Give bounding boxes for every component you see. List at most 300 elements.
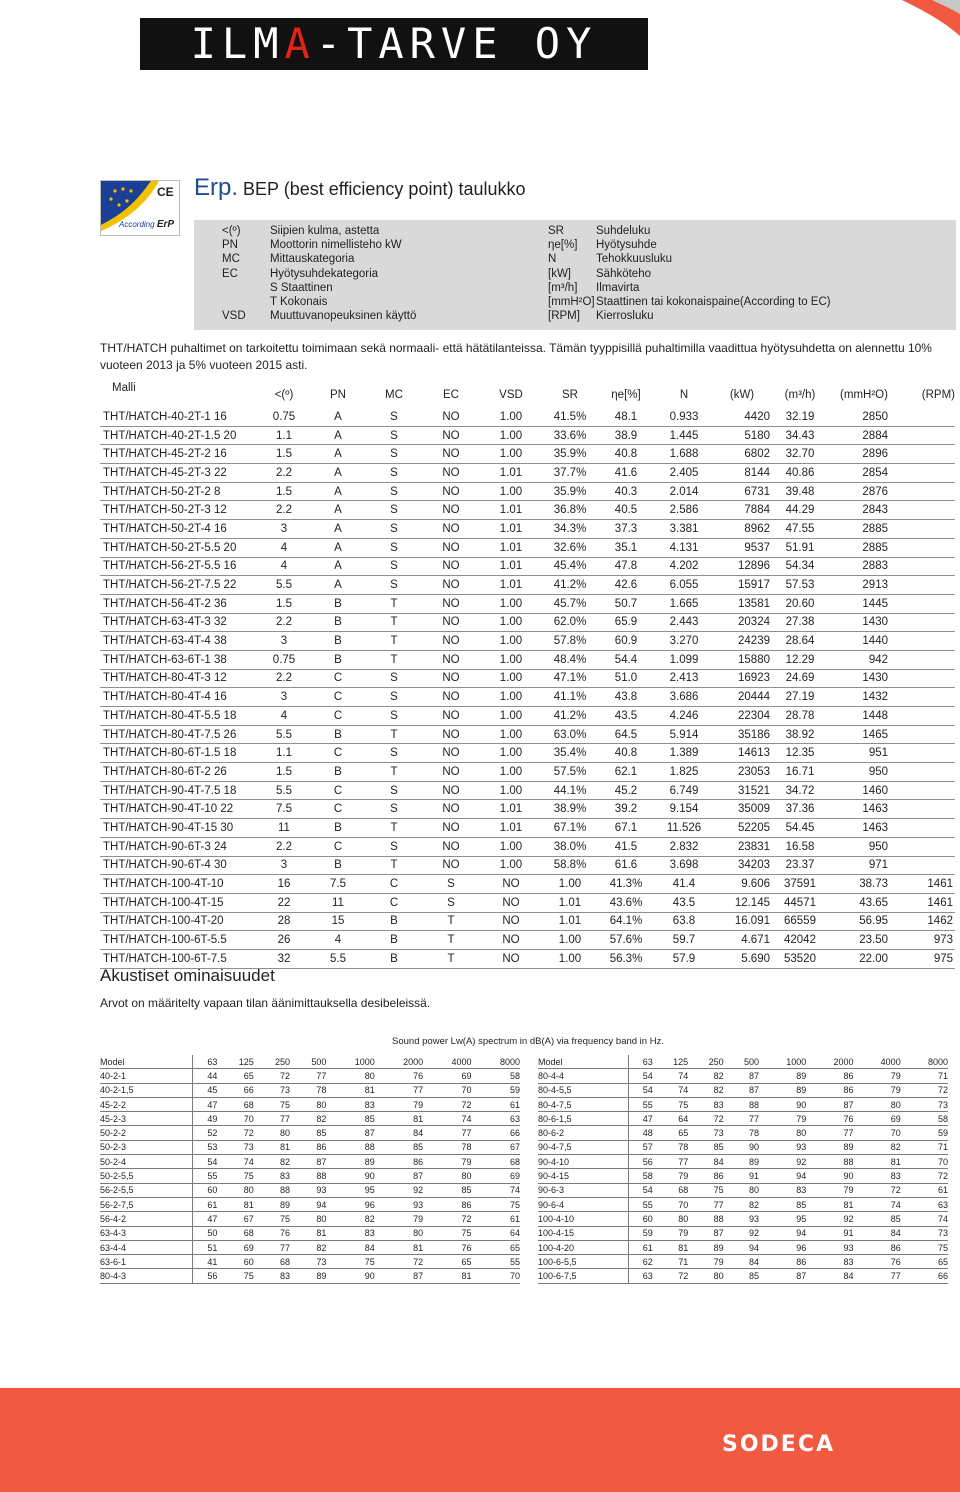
bep-table-cell: 35.4% — [542, 744, 598, 763]
bep-table-cell: 41.3% — [598, 875, 654, 894]
bep-table-cell: C — [310, 669, 366, 688]
bep-table-cell: NO — [422, 557, 480, 576]
bep-table-cell: 64.1% — [598, 912, 654, 931]
bep-table-cell: 38.0% — [542, 837, 598, 856]
bep-table-cell: 31521 — [714, 781, 770, 800]
bep-table-cell: A — [310, 426, 366, 445]
bep-table-cell: 12896 — [714, 557, 770, 576]
spectrum-cell: 50-2-4 — [100, 1155, 192, 1169]
spectrum-cell: 64 — [653, 1112, 688, 1126]
bep-table-cell: NO — [422, 669, 480, 688]
spectrum-cell: 72 — [901, 1169, 948, 1183]
legend-abbreviation: ηe[%] — [548, 239, 578, 252]
bep-table-cell: 34203 — [714, 856, 770, 875]
bep-table-cell: THT/HATCH-80-6T-2 26 — [100, 763, 258, 782]
bep-table-row — [100, 856, 955, 875]
bep-table-cell: 43.5 — [598, 707, 654, 726]
spectrum-cell: 73 — [290, 1255, 326, 1269]
bep-table-cell: 27.19 — [770, 688, 830, 707]
bep-table-cell: 1.01 — [480, 800, 542, 819]
bep-table-cell: 36.8% — [542, 501, 598, 520]
bep-table-cell — [898, 725, 955, 744]
spectrum-cell: 41 — [192, 1255, 217, 1269]
spectrum-cell: 54 — [192, 1155, 217, 1169]
legend-abbreviation: N — [548, 253, 557, 266]
bep-table-cell — [898, 464, 955, 483]
spectrum-cell: 57 — [628, 1140, 653, 1154]
bep-table-cell: 5180 — [714, 426, 770, 445]
spectrum-cell: 90 — [724, 1140, 759, 1154]
bep-column-header: (RPM) — [921, 389, 955, 401]
bep-table-cell: S — [366, 538, 422, 557]
spectrum-cell: 60 — [217, 1255, 253, 1269]
bep-table-row — [100, 912, 955, 931]
bep-table-row — [100, 800, 955, 819]
bep-table-cell: 41.1% — [542, 688, 598, 707]
bep-table-cell: 62.1 — [598, 763, 654, 782]
bep-table-cell: 4.202 — [654, 557, 714, 576]
bep-table-cell: 22304 — [714, 707, 770, 726]
bep-table-cell: 1.01 — [480, 819, 542, 838]
spectrum-cell: 93 — [724, 1212, 759, 1226]
bep-table-cell: 1.1 — [258, 426, 310, 445]
bep-table-cell: 52205 — [714, 819, 770, 838]
bep-table-cell: 62.0% — [542, 613, 598, 632]
ce-mark: CE — [157, 185, 174, 199]
spectrum-cell: 73 — [217, 1140, 253, 1154]
spectrum-column-header: 8000 — [472, 1055, 520, 1069]
legend-abbreviation: [mmH²O] — [548, 295, 595, 308]
bep-table-cell: C — [310, 688, 366, 707]
spectrum-row — [100, 1083, 520, 1097]
spectrum-cell: 82 — [290, 1240, 326, 1254]
bep-table-cell: THT/HATCH-50-2T-2 8 — [100, 482, 258, 501]
bep-table-cell: 35.9% — [542, 445, 598, 464]
bep-table-cell: 35009 — [714, 800, 770, 819]
bep-table-cell: 15880 — [714, 650, 770, 669]
bep-table-cell: 45.4% — [542, 557, 598, 576]
bep-table-cell: 43.8 — [598, 688, 654, 707]
bep-table-row — [100, 613, 955, 632]
bep-table-cell: 2.2 — [258, 613, 310, 632]
spectrum-column-header: 63 — [192, 1055, 217, 1069]
bep-table-cell: 2.014 — [654, 482, 714, 501]
spectrum-cell: 77 — [806, 1126, 853, 1140]
spectrum-cell: 75 — [901, 1240, 948, 1254]
spectrum-cell: 90 — [326, 1269, 374, 1283]
bep-column-header: N — [679, 389, 689, 401]
bep-table-cell: 951 — [830, 744, 898, 763]
bep-table-row — [100, 781, 955, 800]
bep-table-cell: 1.445 — [654, 426, 714, 445]
spectrum-cell: 60 — [192, 1183, 217, 1197]
legend-description: Muuttuvanopeuksinen käyttö — [270, 310, 417, 323]
spectrum-cell: 87 — [759, 1269, 806, 1283]
bep-table-cell: 2883 — [830, 557, 898, 576]
bep-table-cell: 3.698 — [654, 856, 714, 875]
bep-table-cell: 23831 — [714, 837, 770, 856]
spectrum-cell: 83 — [688, 1097, 723, 1111]
bep-table-row — [100, 464, 955, 483]
spectrum-cell: 45-2-3 — [100, 1112, 192, 1126]
bep-table-row — [100, 931, 955, 950]
bep-table-cell: NO — [422, 632, 480, 651]
legend-row — [548, 295, 948, 309]
spectrum-cell: 65 — [901, 1255, 948, 1269]
spectrum-cell: 55 — [472, 1255, 520, 1269]
spectrum-cell: 96 — [326, 1197, 374, 1211]
bep-table-cell: B — [366, 949, 422, 968]
spectrum-cell: 100-6-7,5 — [538, 1269, 628, 1283]
spectrum-cell: 71 — [901, 1140, 948, 1154]
bep-table-cell: S — [366, 837, 422, 856]
spectrum-cell: 63-4-4 — [100, 1240, 192, 1254]
spectrum-row — [100, 1240, 520, 1254]
spectrum-cell: 80-6-2 — [538, 1126, 628, 1140]
bep-table-cell: 7884 — [714, 501, 770, 520]
legend-row — [548, 309, 948, 323]
spectrum-cell: 70 — [472, 1269, 520, 1283]
spectrum-cell: 71 — [653, 1255, 688, 1269]
spectrum-cell: 72 — [901, 1083, 948, 1097]
bep-table-cell: B — [310, 763, 366, 782]
bep-table-cell: 1.00 — [480, 707, 542, 726]
bep-table-cell: 24239 — [714, 632, 770, 651]
bep-table-cell: 6802 — [714, 445, 770, 464]
spectrum-cell: 80 — [290, 1097, 326, 1111]
spectrum-cell: 77 — [375, 1083, 423, 1097]
spectrum-cell: 87 — [375, 1269, 423, 1283]
spectrum-cell: 40-2-1 — [100, 1069, 192, 1083]
bep-table-cell: 12.29 — [770, 650, 830, 669]
spectrum-row — [538, 1269, 948, 1283]
spectrum-cell: 79 — [653, 1169, 688, 1183]
bep-table-cell: 1463 — [830, 819, 898, 838]
spectrum-row — [100, 1097, 520, 1111]
legend-description: Staattinen tai kokonaispaine(According to EC) — [596, 295, 831, 308]
spectrum-cell: 72 — [375, 1255, 423, 1269]
spectrum-cell: 86 — [853, 1240, 900, 1254]
spectrum-column-header: 4000 — [423, 1055, 471, 1069]
spectrum-cell: 88 — [290, 1169, 326, 1183]
bep-table-cell: THT/HATCH-50-2T-4 16 — [100, 520, 258, 539]
spectrum-cell: 59 — [901, 1126, 948, 1140]
bep-table-cell: NO — [422, 520, 480, 539]
bep-table-cell: S — [366, 501, 422, 520]
spectrum-cell: 84 — [724, 1255, 759, 1269]
spectrum-column-header: 2000 — [375, 1055, 423, 1069]
bep-table-cell: 1.00 — [480, 856, 542, 875]
spectrum-cell: 76 — [254, 1226, 290, 1240]
bep-table-cell: THT/HATCH-80-4T-5.5 18 — [100, 707, 258, 726]
bep-table-cell: 44.1% — [542, 781, 598, 800]
spectrum-column-header: 250 — [688, 1055, 723, 1069]
spectrum-cell: 70 — [423, 1083, 471, 1097]
bep-table-cell: 40.8 — [598, 744, 654, 763]
company-logo — [140, 18, 648, 70]
spectrum-cell: 78 — [724, 1126, 759, 1140]
logo-text-part: ILM — [190, 19, 285, 68]
spectrum-cell: 85 — [853, 1212, 900, 1226]
spectrum-cell: 63 — [472, 1112, 520, 1126]
spectrum-column-header: 125 — [653, 1055, 688, 1069]
spectrum-cell: 78 — [423, 1140, 471, 1154]
spectrum-cell: 86 — [806, 1083, 853, 1097]
spectrum-cell: 77 — [254, 1112, 290, 1126]
bep-table-cell: 40.86 — [770, 464, 830, 483]
spectrum-cell: 73 — [901, 1097, 948, 1111]
bep-table-cell: NO — [480, 949, 542, 968]
spectrum-cell: 82 — [688, 1069, 723, 1083]
spectrum-cell: 47 — [192, 1097, 217, 1111]
legend-description: Tehokkuusluku — [596, 253, 673, 266]
bep-table-row — [100, 650, 955, 669]
spectrum-cell: 65 — [653, 1126, 688, 1140]
spectrum-cell: 80-6-1,5 — [538, 1112, 628, 1126]
bep-table-cell: 38.9 — [598, 426, 654, 445]
bep-table-cell: 39.2 — [598, 800, 654, 819]
bep-table-cell: 11 — [258, 819, 310, 838]
bep-table-cell: 56.95 — [830, 912, 898, 931]
bep-table-cell: 57.8% — [542, 632, 598, 651]
spectrum-cell: 80 — [290, 1212, 326, 1226]
bep-table-cell: THT/HATCH-40-2T-1 16 — [100, 408, 258, 426]
spectrum-cell: 89 — [806, 1140, 853, 1154]
bep-table-cell: 5.690 — [714, 949, 770, 968]
page-title-text: BEP (best efficiency point) taulukko — [238, 179, 526, 199]
spectrum-cell: 81 — [217, 1197, 253, 1211]
legend-abbreviation: <(º) — [222, 225, 241, 237]
bep-table-cell — [898, 576, 955, 595]
spectrum-cell: 79 — [853, 1083, 900, 1097]
spectrum-cell: 70 — [653, 1197, 688, 1211]
bep-table-cell: 2854 — [830, 464, 898, 483]
spectrum-cell: 79 — [853, 1069, 900, 1083]
bep-table-cell: 3.686 — [654, 688, 714, 707]
bep-table-cell — [898, 781, 955, 800]
spectrum-row — [538, 1226, 948, 1240]
bep-table-cell: NO — [480, 912, 542, 931]
legend-abbreviation: [kW] — [548, 267, 571, 280]
bep-table-cell: C — [310, 781, 366, 800]
spectrum-row — [100, 1226, 520, 1240]
bep-table-cell: 1461 — [898, 893, 955, 912]
bep-table-cell — [898, 707, 955, 726]
bep-table-cell: B — [310, 725, 366, 744]
bep-table-cell: 54.45 — [770, 819, 830, 838]
spectrum-row — [538, 1155, 948, 1169]
spectrum-cell: 80 — [853, 1097, 900, 1111]
bep-table-cell: T — [422, 949, 480, 968]
bep-table-cell: 1.00 — [480, 763, 542, 782]
bep-table-cell: 26 — [258, 931, 310, 950]
bep-table-cell: 57.53 — [770, 576, 830, 595]
bep-table-cell: 4 — [258, 538, 310, 557]
bep-table-cell: 41.4 — [654, 875, 714, 894]
bep-table-cell: NO — [422, 650, 480, 669]
bep-table-cell: C — [310, 800, 366, 819]
spectrum-cell: 85 — [423, 1183, 471, 1197]
bep-table-cell: 45.7% — [542, 594, 598, 613]
bep-table-cell: 1.00 — [480, 781, 542, 800]
bep-table-cell: 1.688 — [654, 445, 714, 464]
bep-table-cell: THT/HATCH-45-2T-2 16 — [100, 445, 258, 464]
bep-table-row — [100, 688, 955, 707]
spectrum-cell: 76 — [853, 1255, 900, 1269]
spectrum-row — [100, 1069, 520, 1083]
spectrum-cell: 61 — [472, 1212, 520, 1226]
spectrum-row — [100, 1140, 520, 1154]
bep-table-cell: 1.665 — [654, 594, 714, 613]
bep-table-cell: 53520 — [770, 949, 830, 968]
bep-table-cell: 1.825 — [654, 763, 714, 782]
spectrum-cell: 75 — [688, 1183, 723, 1197]
bep-table-cell: 2.443 — [654, 613, 714, 632]
spectrum-cell: 83 — [806, 1255, 853, 1269]
bep-table-cell: THT/HATCH-100-6T-5.5 — [100, 931, 258, 950]
bep-table-cell: NO — [422, 763, 480, 782]
acoustics-description: Arvot on määritelty vapaan tilan äänimittauksella desibeleissä. — [100, 996, 431, 1010]
spectrum-cell: 82 — [254, 1155, 290, 1169]
spectrum-cell: 91 — [724, 1169, 759, 1183]
bep-table-cell: 64.5 — [598, 725, 654, 744]
spectrum-cell: 86 — [375, 1155, 423, 1169]
bep-table-cell: NO — [422, 819, 480, 838]
bep-table-cell: NO — [422, 781, 480, 800]
spectrum-cell: 55 — [628, 1097, 653, 1111]
spectrum-row — [100, 1112, 520, 1126]
spectrum-cell: 81 — [375, 1112, 423, 1126]
spectrum-cell: 87 — [290, 1155, 326, 1169]
bep-table-cell: 60.9 — [598, 632, 654, 651]
bep-table-cell: T — [366, 613, 422, 632]
bep-table-cell: 950 — [830, 763, 898, 782]
bep-table-cell: THT/HATCH-100-4T-15 — [100, 893, 258, 912]
spectrum-cell: 82 — [688, 1083, 723, 1097]
bep-table-cell — [898, 650, 955, 669]
spectrum-cell: 94 — [759, 1226, 806, 1240]
legend-right-column — [548, 224, 948, 323]
spectrum-cell: 77 — [254, 1240, 290, 1254]
spectrum-cell: 81 — [806, 1197, 853, 1211]
bep-table-cell: 67.1% — [542, 819, 598, 838]
bep-table-cell: 5.5 — [310, 949, 366, 968]
bep-table-cell: C — [366, 875, 422, 894]
legend-description: S Staattinen — [270, 281, 333, 294]
spectrum-cell: 75 — [254, 1097, 290, 1111]
bep-table-cell: 13581 — [714, 594, 770, 613]
bep-table-cell: 41.5 — [598, 837, 654, 856]
bep-column-header: (m³/h) — [784, 389, 816, 401]
bep-table-cell: 1448 — [830, 707, 898, 726]
spectrum-cell: 75 — [217, 1169, 253, 1183]
spectrum-cell: 83 — [254, 1269, 290, 1283]
bep-table-cell: 27.38 — [770, 613, 830, 632]
bep-table-cell: 3 — [258, 688, 310, 707]
bep-table-cell: B — [310, 632, 366, 651]
spectrum-cell: 86 — [688, 1169, 723, 1183]
spectrum-cell: 72 — [217, 1126, 253, 1140]
spectrum-cell: 84 — [375, 1126, 423, 1140]
spectrum-cell: 86 — [423, 1197, 471, 1211]
spectrum-cell: 58 — [901, 1112, 948, 1126]
bep-table-cell: T — [366, 632, 422, 651]
bep-table-cell: S — [366, 707, 422, 726]
bep-table-cell: 1.00 — [480, 594, 542, 613]
bep-table-cell: 1.01 — [542, 893, 598, 912]
bep-table-cell: NO — [422, 538, 480, 557]
bep-table-cell — [898, 800, 955, 819]
spectrum-cell: 89 — [254, 1197, 290, 1211]
legend-description: Moottorin nimellisteho kW — [270, 239, 402, 252]
bep-table-cell: THT/HATCH-80-4T-3 12 — [100, 669, 258, 688]
spectrum-cell: 89 — [326, 1155, 374, 1169]
bep-table-cell: 58.8% — [542, 856, 598, 875]
bep-table-cell: THT/HATCH-63-6T-1 38 — [100, 650, 258, 669]
spectrum-cell: 68 — [217, 1226, 253, 1240]
spectrum-cell: 63-4-3 — [100, 1226, 192, 1240]
legend-abbreviation: VSD — [222, 310, 246, 323]
spectrum-column-header: 8000 — [901, 1055, 948, 1069]
bep-table-cell: THT/HATCH-90-6T-3 24 — [100, 837, 258, 856]
bep-table-cell: C — [366, 893, 422, 912]
bep-table-row — [100, 576, 955, 595]
bep-table-cell: 1.00 — [480, 632, 542, 651]
spectrum-cell: 75 — [472, 1197, 520, 1211]
logo-text-accent: A — [284, 19, 316, 68]
bep-table-cell — [898, 482, 955, 501]
bep-table-cell: 41.5% — [542, 408, 598, 426]
bep-table-row — [100, 538, 955, 557]
spectrum-cell: 94 — [290, 1197, 326, 1211]
spectrum-row — [538, 1212, 948, 1226]
bep-table-cell: S — [422, 893, 480, 912]
bep-table-cell: S — [366, 482, 422, 501]
spectrum-cell: 85 — [688, 1140, 723, 1154]
bep-table-cell: 1465 — [830, 725, 898, 744]
spectrum-row — [100, 1183, 520, 1197]
bep-table-cell: 4.671 — [714, 931, 770, 950]
spectrum-cell: 80-4-4 — [538, 1069, 628, 1083]
spectrum-column-header: Model — [538, 1055, 628, 1069]
bep-column-header: PN — [330, 389, 346, 401]
bep-table-cell: 950 — [830, 837, 898, 856]
spectrum-cell: 90-4-7,5 — [538, 1140, 628, 1154]
bep-table-cell: 1.01 — [480, 501, 542, 520]
spectrum-cell: 61 — [192, 1197, 217, 1211]
spectrum-cell: 77 — [290, 1069, 326, 1083]
spectrum-cell: 63 — [628, 1269, 653, 1283]
spectrum-cell: 87 — [688, 1226, 723, 1240]
legend-row — [194, 224, 534, 238]
bep-table-cell: 43.65 — [830, 893, 898, 912]
bep-table-cell: 1440 — [830, 632, 898, 651]
bep-table-cell: 1.01 — [480, 464, 542, 483]
bep-table-cell: 37.36 — [770, 800, 830, 819]
spectrum-cell: 74 — [423, 1112, 471, 1126]
bep-table-cell: 16.71 — [770, 763, 830, 782]
spectrum-cell: 75 — [423, 1226, 471, 1240]
spectrum-cell: 81 — [375, 1240, 423, 1254]
bep-table-row — [100, 632, 955, 651]
bep-table-cell: 1.00 — [542, 949, 598, 968]
spectrum-column-header: 125 — [217, 1055, 253, 1069]
bep-column-header: SR — [562, 389, 578, 401]
bep-table-cell — [898, 669, 955, 688]
bep-table-cell: A — [310, 538, 366, 557]
legend-row — [548, 267, 948, 281]
spectrum-cell: 95 — [759, 1212, 806, 1226]
